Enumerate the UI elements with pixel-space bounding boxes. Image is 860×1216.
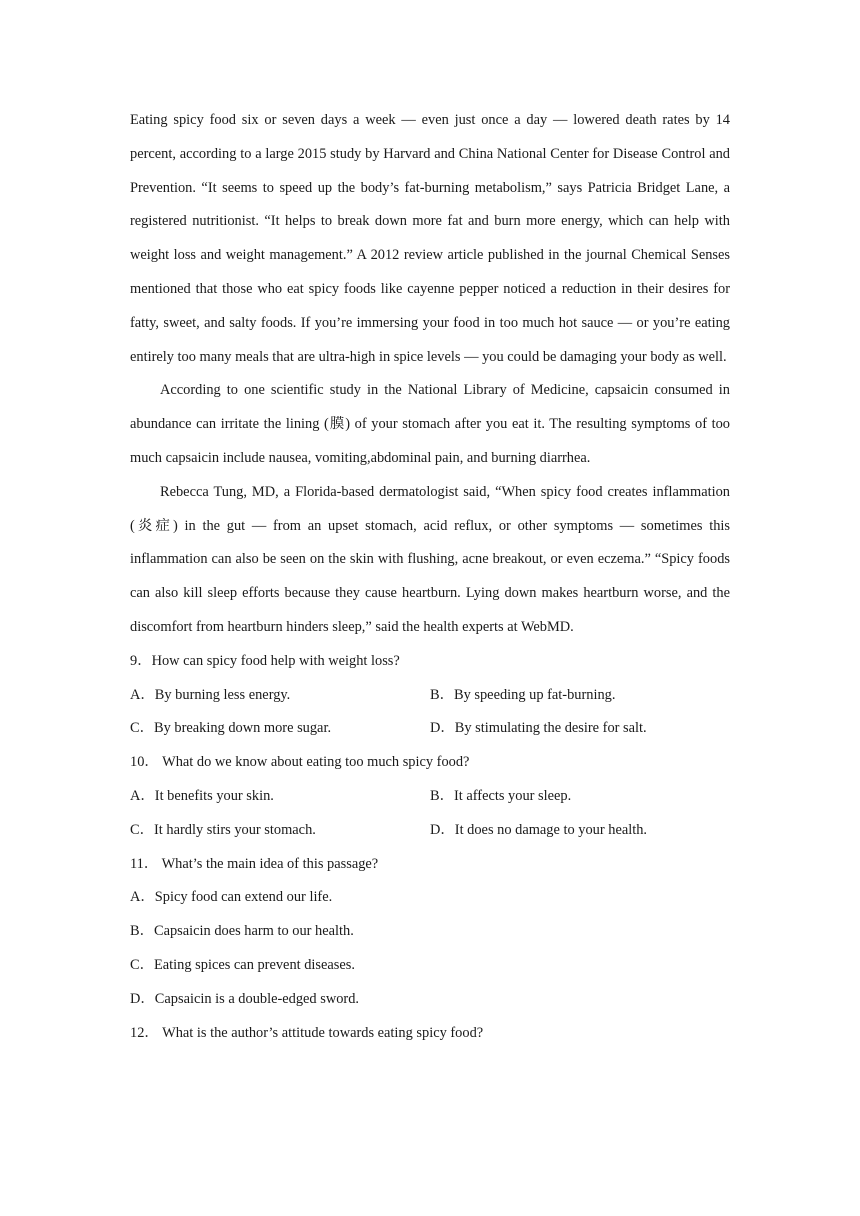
question-10-options-row-2	[130, 814, 730, 848]
question-11-option-c: C．Eating spices can prevent diseases.	[130, 956, 355, 973]
question-11-option-a: A．Spicy food can extend our life.	[130, 889, 333, 906]
question-11-option-b: B．Capsaicin does harm to our health.	[130, 923, 354, 940]
question-10-stem: 10． What do we know about eating too much spicy food?	[130, 754, 470, 771]
question-10-option-c: C．It hardly stirs your stomach.	[130, 821, 316, 838]
question-9-option-b: B．By speeding up fat-burning.	[430, 686, 616, 703]
question-10-option-a: A．It benefits your skin.	[130, 787, 274, 804]
question-12-stem: 12． What is the author’s attitude towards eating spicy food?	[130, 1024, 484, 1041]
question-10-option-d: D．It does no damage to your health.	[430, 821, 648, 838]
question-11-option-d: D．Capsaicin is a double-edged sword.	[130, 990, 359, 1007]
question-9-options-row-1	[130, 679, 730, 713]
question-10-option-b: B．It affects your sleep.	[430, 787, 572, 804]
document-page	[130, 104, 730, 1050]
question-9-stem: 9．How can spicy food help with weight loss?	[130, 652, 400, 669]
question-10-options-row-1	[130, 780, 730, 814]
passage-paragraph-2: According to one scientific study in the National Library of Medicine, capsaicin consumed in abundance can irritate the lining (膜) of your stomach after you eat it. The resulting symptoms of too much capsaicin include nausea, vomiting,abdominal pain, and burning diarrhea.	[130, 382, 730, 466]
passage-paragraph-1: Eating spicy food six or seven days a week — even just once a day — lowered death rates by 14 percent, according to a large 2015 study by Harvard and China National Center for Disease Control and Prevention. “It seems to speed up the body’s fat-burning metabolism,” says Patricia Bridget Lane, a registered nutritionist. “It helps to break down more fat and burn more energy, which can help with weight loss and weight management.” A 2012 review article published in the journal Chemical Senses mentioned that those who eat spicy foods like cayenne pepper noticed a reduction in their desires for fatty, sweet, and salty foods. If you’re immersing your food in too much hot sauce — or you’re eating entirely too many meals that are ultra-high in spice levels — you could be damaging your body as well.	[130, 112, 730, 365]
question-9-option-a: A．By burning less energy.	[130, 686, 291, 703]
question-9-option-d: D．By stimulating the desire for salt.	[430, 720, 647, 737]
question-9-options-row-2	[130, 712, 730, 746]
passage-paragraph-3: Rebecca Tung, MD, a Florida-based dermatologist said, “When spicy food creates inflammation (炎症) in the gut — from an upset stomach, acid reflux, or other symptoms — sometimes this inflammation can also be seen on the skin with flushing, acne breakout, or even eczema.” “Spicy foods can also kill sleep efforts because they cause heartburn. Lying down makes heartburn worse, and the discomfort from heartburn hinders sleep,” said the health experts at WebMD.	[130, 483, 730, 635]
question-11-stem: 11． What’s the main idea of this passage?	[130, 855, 379, 872]
question-9-option-c: C．By breaking down more sugar.	[130, 720, 332, 737]
